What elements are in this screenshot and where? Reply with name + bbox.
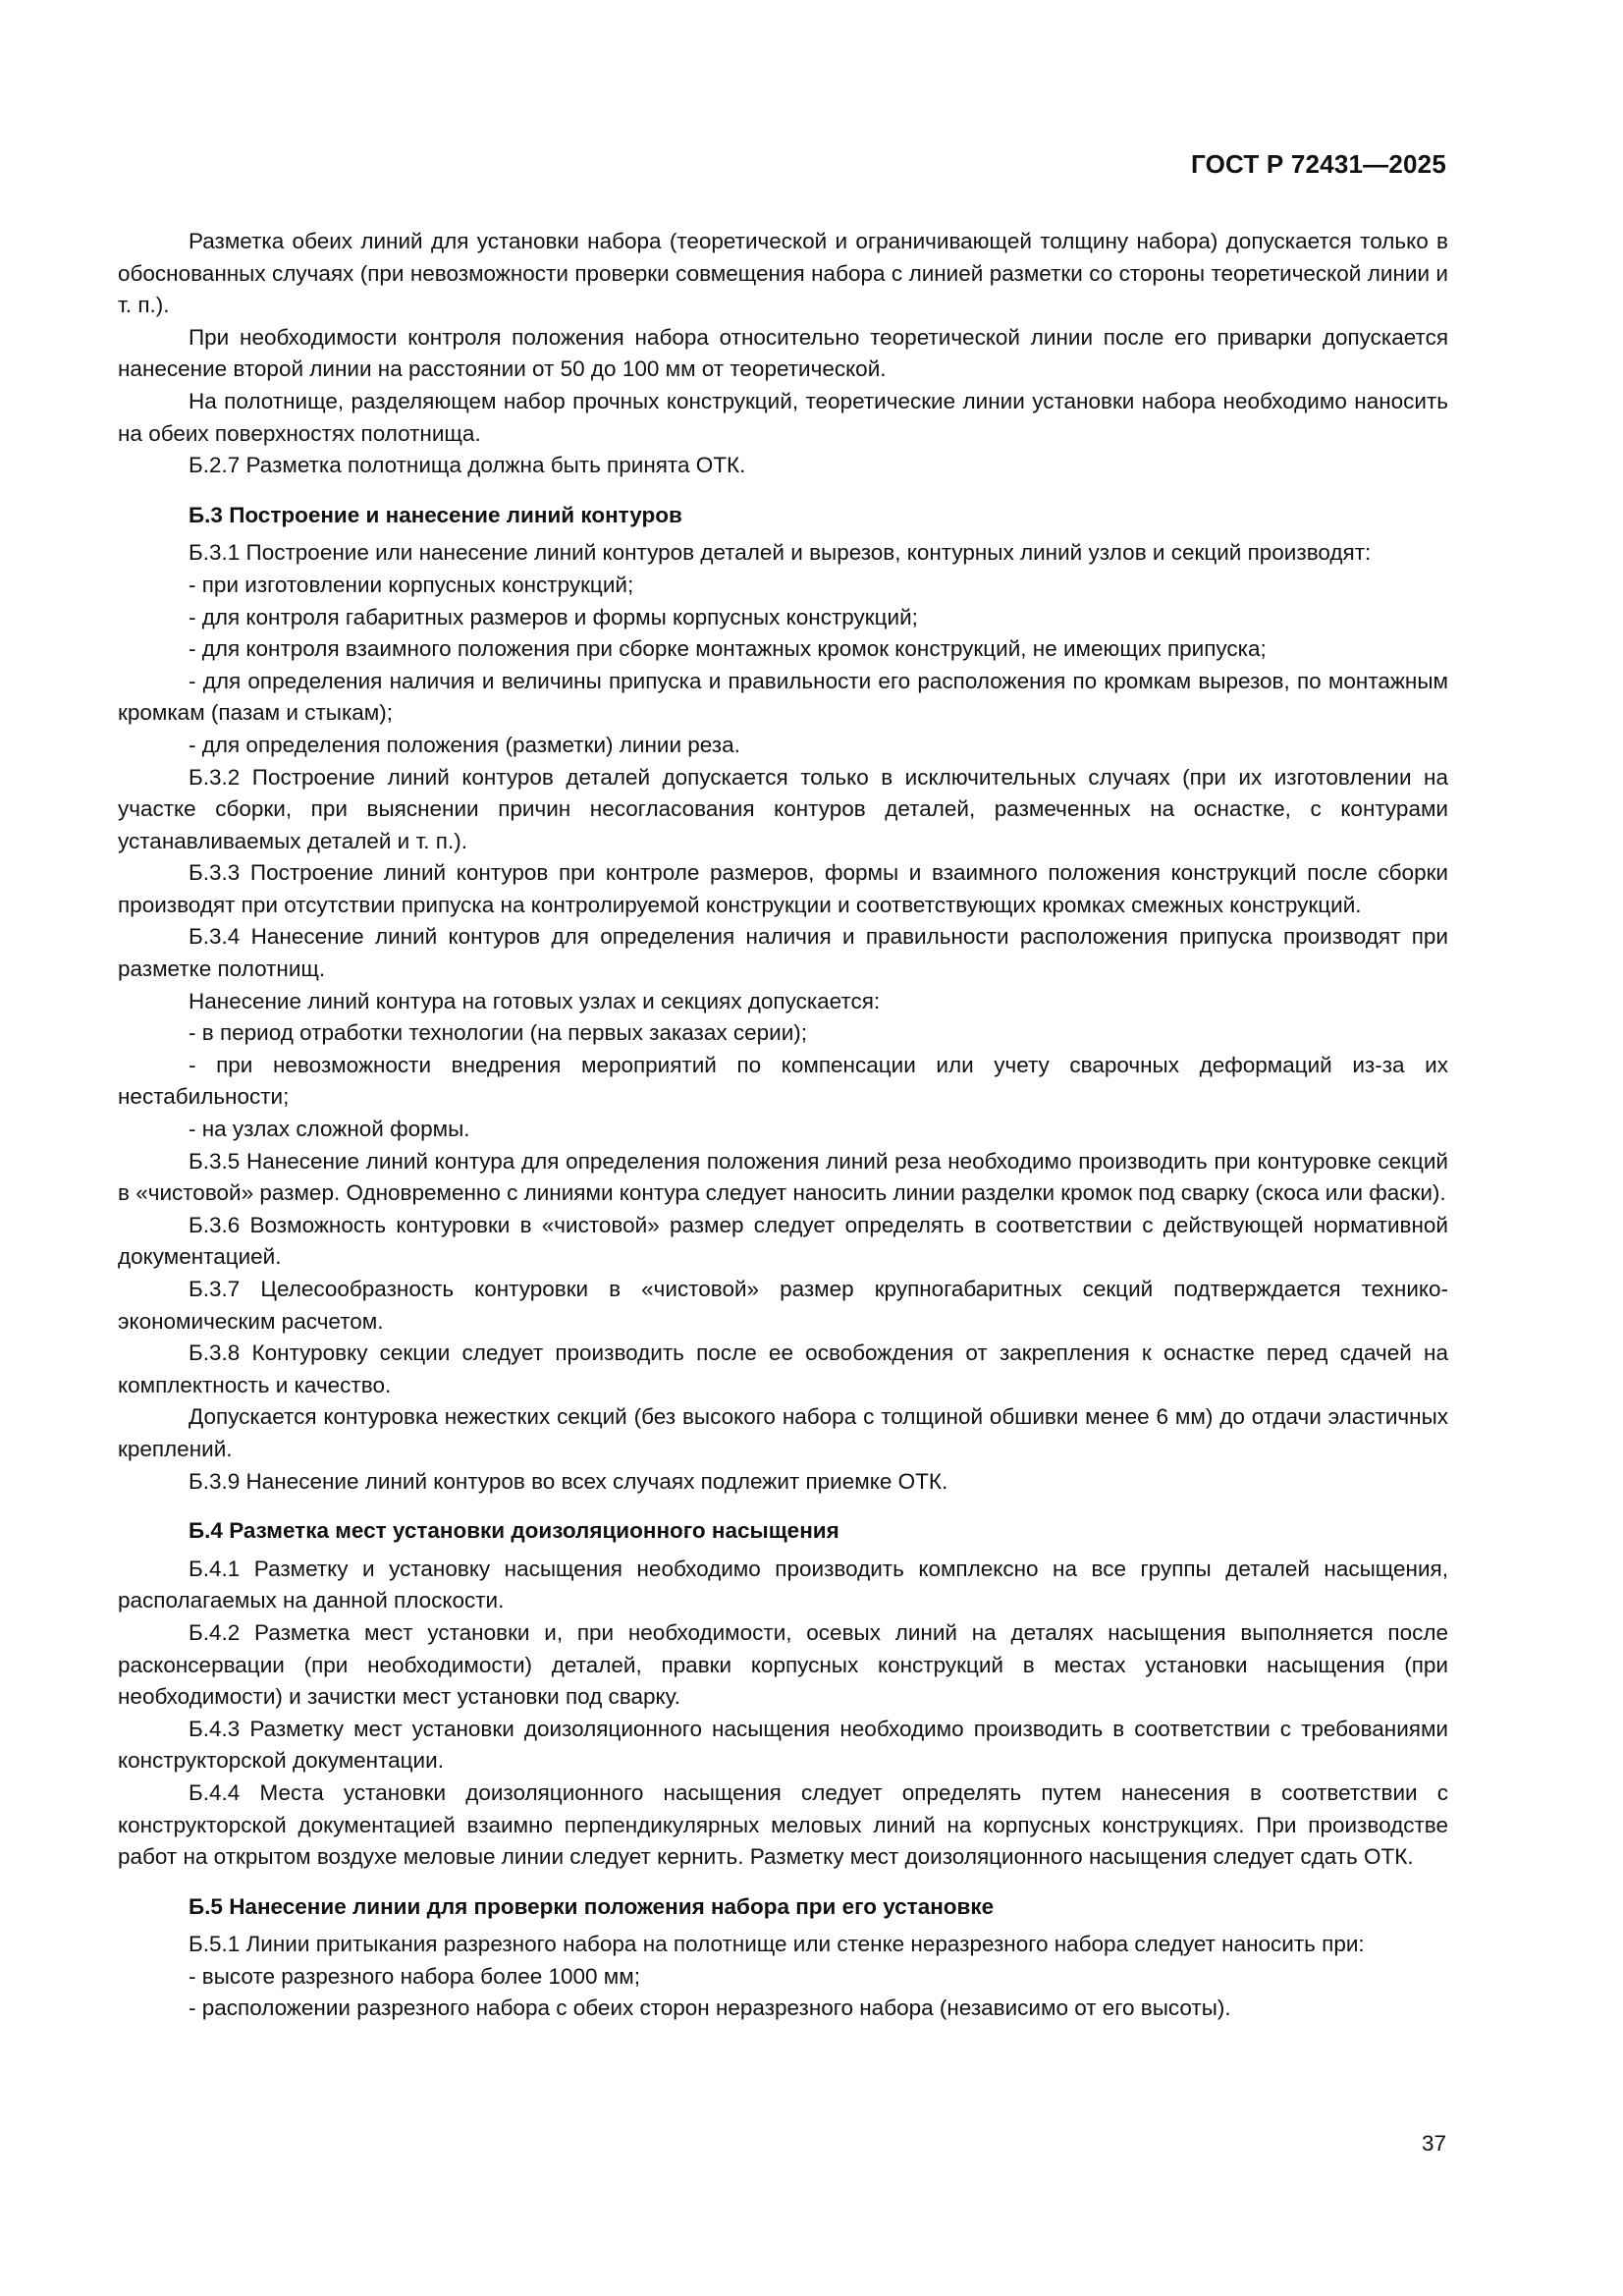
list-item: - в период отработки технологии (на первых заказах серии); [189, 1020, 808, 1046]
paragraph: Б.3.5 Нанесение линий контура для определения положения линий реза необходимо производить при контуровке секций в «чистовой» размер. Одновременно с линиями контура следует наносить линии разделки кромок под сварку (скоса или фаски). [118, 1148, 1448, 1206]
section-heading: Б.5 Нанесение линии для проверки положения набора при его установке [189, 1893, 995, 1919]
section-heading: Б.4 Разметка мест установки доизоляционного насыщения [189, 1518, 839, 1544]
paragraph: Б.3.2 Построение линий контуров деталей допускается только в исключительных случаях (при их изготовлении на участке сборки, при выяснении причин несогласования контуров деталей, размеченных на оснастке, с контурами устанавливаемых деталей и т. п.). [118, 764, 1448, 853]
paragraph: Б.3.8 Контуровку секции следует производить после ее освобождения от закрепления к оснастке перед сдачей на комплектность и качество. [118, 1340, 1448, 1397]
paragraph: Нанесение линий контура на готовых узлах и секциях допускается: [189, 988, 881, 1013]
paragraph: При необходимости контроля положения набора относительно теоретической линии после его приварки допускается нанесение второй линии на расстоянии от 50 до 100 мм от теоретической. [118, 324, 1448, 382]
paragraph: Б.3.7 Целесообразность контуровки в «чистовой» размер крупногабаритных секций подтверждается технико-экономическим расчетом. [118, 1277, 1448, 1334]
list-item: - для определения положения (разметки) линии реза. [189, 732, 740, 757]
list-item: - для определения наличия и величины припуска и правильности его расположения по кромкам вырезов, по монтажным кромкам (пазам и стыкам); [118, 668, 1448, 726]
paragraph: Б.3.9 Нанесение линий контуров во всех случаях подлежит приемке ОТК. [189, 1468, 948, 1494]
paragraph: Б.3.6 Возможность контуровки в «чистовой» размер следует определять в соответствии с действующей нормативной документацией. [118, 1212, 1448, 1270]
paragraph: На полотнище, разделяющем набор прочных конструкций, теоретические линии установки набора необходимо наносить на обеих поверхностях полотнища. [118, 388, 1448, 446]
document-body [118, 226, 1448, 2025]
paragraph: Б.4.2 Разметка мест установки и, при необходимости, осевых линий на деталях насыщения выполняется после расконсервации (при необходимости) деталей, правки корпусных конструкций в местах установки насыщения (при необходимости) и зачистки мест установки под сварку. [118, 1619, 1448, 1710]
paragraph: Б.3.1 Построение или нанесение линий контуров деталей и вырезов, контурных линий узлов и секций производят: [189, 540, 1372, 566]
list-item: - для контроля габаритных размеров и формы корпусных конструкций; [189, 604, 918, 629]
paragraph: Б.3.3 Построение линий контуров при контроле размеров, формы и взаимного положения конструкций после сборки производят при отсутствии припуска на контролируемой конструкции и соответствующих кромках смежных конструкций. [118, 860, 1448, 917]
paragraph: Допускается контуровка нежестких секций (без высокого набора с толщиной обшивки менее 6 мм) до отдачи эластичных креплений. [118, 1404, 1448, 1461]
paragraph: Б.4.1 Разметку и установку насыщения необходимо производить комплексно на все группы деталей насыщения, располагаемых на данной плоскости. [118, 1556, 1448, 1613]
list-item: - для контроля взаимного положения при сборке монтажных кромок конструкций, не имеющих припуска; [189, 636, 1267, 662]
paragraph: Б.2.7 Разметка полотнища должна быть принята ОТК. [189, 453, 746, 478]
list-item: - при невозможности внедрения мероприятий по компенсации или учету сварочных деформаций из-за их нестабильности; [118, 1052, 1448, 1110]
paragraph: Б.4.4 Места установки доизоляционного насыщения следует определять путем нанесения в соответствии с конструкторской документацией взаимно перпендикулярных меловых линий на корпусных конструкциях. При производстве работ на открытом воздухе меловые линии следует кернить. Разметку мест доизоляционного насыщения следует сдать ОТК. [118, 1779, 1448, 1870]
document-header: ГОСТ Р 72431—2025 [1191, 149, 1446, 179]
list-item: - при изготовлении корпусных конструкций; [189, 572, 634, 597]
list-item: - на узлах сложной формы. [189, 1117, 470, 1142]
section-heading: Б.3 Построение и нанесение линий контуров [189, 502, 682, 527]
list-item: - высоте разрезного набора более 1000 мм; [189, 1963, 640, 1989]
page-number: 37 [1421, 2131, 1446, 2156]
paragraph: Б.3.4 Нанесение линий контуров для определения наличия и правильности расположения припуска производят при разметке полотнищ. [118, 924, 1448, 982]
list-item: - расположении разрезного набора с обеих сторон неразрезного набора (независимо от его высоты). [189, 1995, 1231, 2021]
paragraph: Б.5.1 Линии притыкания разрезного набора на полотнище или стенке неразрезного набора следует наносить при: [189, 1932, 1365, 1957]
paragraph: Разметка обеих линий для установки набора (теоретической и ограничивающей толщину набора) допускается только в обоснованных случаях (при невозможности проверки совмещения набора с линией разметки со стороны теоретической линии и т. п.). [118, 229, 1448, 318]
paragraph: Б.4.3 Разметку мест установки доизоляционного насыщения необходимо производить в соответствии с требованиями конструкторской документации. [118, 1716, 1448, 1774]
